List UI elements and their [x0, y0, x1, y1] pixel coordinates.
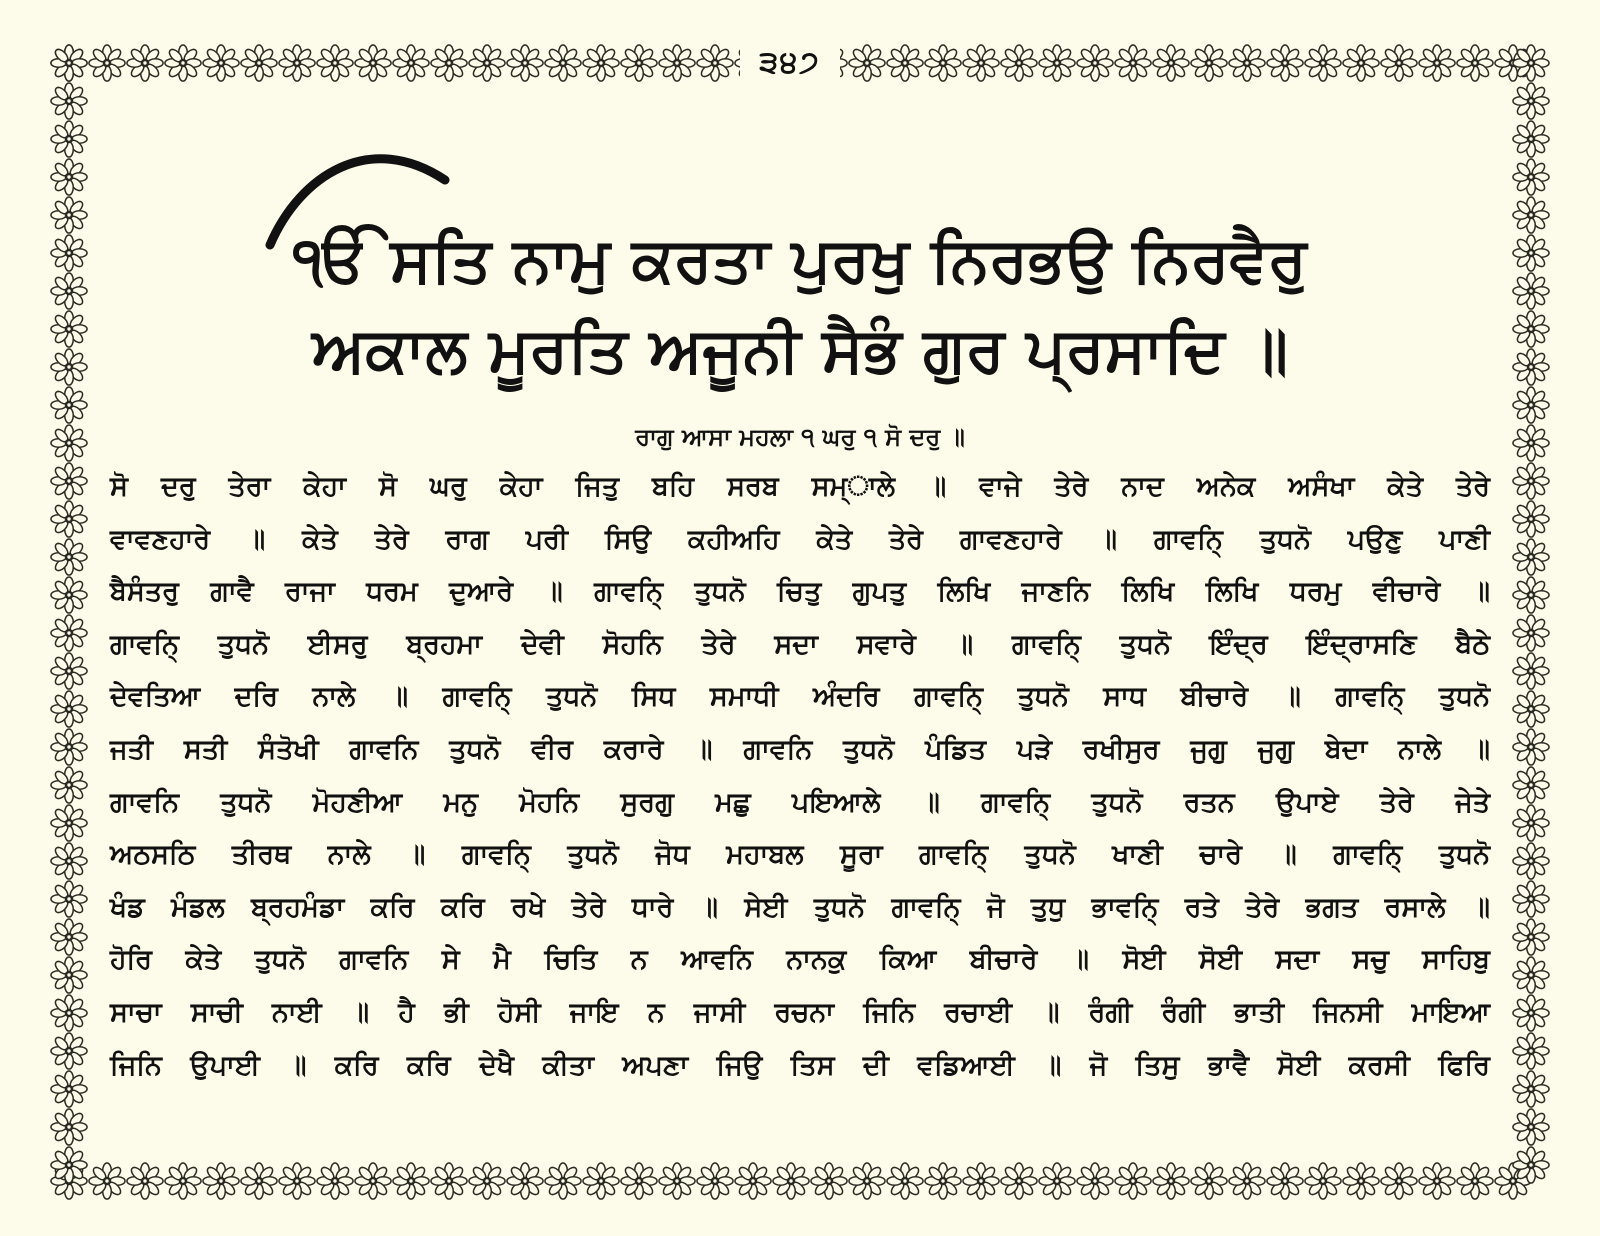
flower-ornament-icon — [1512, 614, 1550, 652]
flower-ornament-icon — [1512, 842, 1550, 880]
flower-ornament-icon — [1456, 44, 1494, 82]
flower-ornament-icon — [88, 1162, 126, 1200]
flower-ornament-icon — [1114, 1162, 1152, 1200]
flower-ornament-icon — [734, 1162, 772, 1200]
flower-ornament-icon — [1380, 1162, 1418, 1200]
flower-ornament-icon — [506, 1162, 544, 1200]
flower-ornament-icon — [50, 1032, 88, 1070]
flower-ornament-icon — [50, 804, 88, 842]
mool-mantar — [150, 215, 1450, 395]
flower-ornament-icon — [50, 538, 88, 576]
flower-ornament-icon — [278, 44, 316, 82]
flower-ornament-icon — [1228, 44, 1266, 82]
flower-ornament-icon — [50, 766, 88, 804]
verse-line: ਸੋ ਦਰੁ ਤੇਰਾ ਕੇਹਾ ਸੋ ਘਰੁ ਕੇਹਾ ਜਿਤੁ ਬਹਿ ਸਰਬ ਸਮ੍ਾਲੇ ॥ ਵਾਜੇ ਤੇਰੇ ਨਾਦ ਅਨੇਕ ਅਸੰਖਾ ਕੇਤੇ ਤੇਰੇ — [110, 471, 1490, 502]
flower-ornament-icon — [924, 44, 962, 82]
flower-ornament-icon — [1512, 348, 1550, 386]
flower-ornament-icon — [50, 386, 88, 424]
flower-ornament-icon — [1512, 880, 1550, 918]
flower-ornament-icon — [202, 1162, 240, 1200]
flower-ornament-icon — [1076, 1162, 1114, 1200]
flower-ornament-icon — [1512, 272, 1550, 310]
flower-ornament-icon — [50, 158, 88, 196]
flower-ornament-icon — [50, 1146, 88, 1184]
mool-mantar-line-1: ੴ ਸਤਿ ਨਾਮੁ ਕਰਤਾ ਪੁਰਖੁ ਨਿਰਭਉ ਨਿਰਵੈਰੁ — [293, 223, 1307, 296]
flower-ornament-icon — [316, 1162, 354, 1200]
flower-ornament-icon — [1114, 44, 1152, 82]
flower-ornament-icon — [126, 44, 164, 82]
mool-mantar-line-2: ਅਕਾਲ ਮੂਰਤਿ ਅਜੂਨੀ ਸੈਭੰ ਗੁਰ ਪ੍ਰਸਾਦਿ ॥ — [312, 313, 1288, 386]
flower-ornament-icon — [316, 44, 354, 82]
verse-block — [110, 461, 1490, 1092]
flower-ornament-icon — [354, 1162, 392, 1200]
flower-ornament-icon — [468, 44, 506, 82]
flower-ornament-icon — [1512, 1070, 1550, 1108]
flower-ornament-icon — [696, 1162, 734, 1200]
flower-ornament-icon — [582, 44, 620, 82]
flower-ornament-icon — [392, 1162, 430, 1200]
flower-ornament-icon — [962, 1162, 1000, 1200]
flower-ornament-icon — [1038, 1162, 1076, 1200]
flower-ornament-icon — [1266, 44, 1304, 82]
flower-ornament-icon — [696, 44, 734, 82]
flower-ornament-icon — [1512, 120, 1550, 158]
flower-ornament-icon — [962, 44, 1000, 82]
flower-ornament-icon — [50, 956, 88, 994]
flower-ornament-icon — [278, 1162, 316, 1200]
flower-ornament-icon — [1512, 690, 1550, 728]
flower-ornament-icon — [50, 880, 88, 918]
verse-line: ਖੰਡ ਮੰਡਲ ਬ੍ਰਹਮੰਡਾ ਕਰਿ ਕਰਿ ਰਖੇ ਤੇਰੇ ਧਾਰੇ ॥ ਸੇਈ ਤੁਧਨੋ ਗਾਵਨਿ੍ ਜੋ ਤੁਧੁ ਭਾਵਨਿ੍ ਰਤੇ ਤੇਰੇ ਭਗਤ ਰਸਾਲੇ ॥ — [110, 891, 1490, 923]
flower-ornament-icon — [202, 44, 240, 82]
flower-ornament-icon — [886, 1162, 924, 1200]
flower-ornament-icon — [924, 1162, 962, 1200]
flower-ornament-icon — [1228, 1162, 1266, 1200]
verse-line: ਵਾਵਣਹਾਰੇ ॥ ਕੇਤੇ ਤੇਰੇ ਰਾਗ ਪਰੀ ਸਿਉ ਕਹੀਅਹਿ ਕੇਤੇ ਤੇਰੇ ਗਾਵਣਹਾਰੇ ॥ ਗਾਵਨਿ੍ ਤੁਧਨੋ ਪਉਣੁ ਪਾਣੀ — [110, 523, 1490, 555]
flower-ornament-icon — [1512, 1032, 1550, 1070]
flower-ornament-icon — [1512, 44, 1550, 82]
flower-ornament-icon — [50, 196, 88, 234]
flower-ornament-icon — [658, 1162, 696, 1200]
flower-ornament-icon — [50, 310, 88, 348]
flower-ornament-icon — [1512, 234, 1550, 272]
flower-ornament-icon — [50, 614, 88, 652]
flower-ornament-icon — [1512, 424, 1550, 462]
verse-line: ਜਤੀ ਸਤੀ ਸੰਤੋਖੀ ਗਾਵਨਿ ਤੁਧਨੋ ਵੀਰ ਕਰਾਰੇ ॥ ਗਾਵਨਿ ਤੁਧਨੋ ਪੰਡਿਤ ਪੜੇ ਰਖੀਸੁਰ ਜੁਗੁ ਜੁਗੁ ਬੇਦਾ ਨਾਲੇ ॥ — [110, 733, 1490, 765]
verse-line: ਸਾਚਾ ਸਾਚੀ ਨਾਈ ॥ ਹੈ ਭੀ ਹੋਸੀ ਜਾਇ ਨ ਜਾਸੀ ਰਚਨਾ ਜਿਨਿ ਰਚਾਈ ॥ ਰੰਗੀ ਰੰਗੀ ਭਾਤੀ ਜਿਨਸੀ ਮਾਇਆ — [110, 996, 1490, 1028]
flower-ornament-icon — [1000, 1162, 1038, 1200]
flower-ornament-icon — [1512, 158, 1550, 196]
flower-ornament-icon — [658, 44, 696, 82]
flower-ornament-icon — [1342, 44, 1380, 82]
flower-ornament-icon — [1418, 1162, 1456, 1200]
flower-ornament-icon — [50, 1070, 88, 1108]
flower-ornament-icon — [1152, 1162, 1190, 1200]
flower-ornament-icon — [164, 44, 202, 82]
flower-ornament-icon — [1266, 1162, 1304, 1200]
flower-ornament-icon — [1512, 386, 1550, 424]
flower-ornament-icon — [1512, 1108, 1550, 1146]
flower-ornament-icon — [1512, 538, 1550, 576]
flower-ornament-icon — [1512, 1146, 1550, 1184]
flower-ornament-icon — [1190, 44, 1228, 82]
flower-ornament-icon — [50, 652, 88, 690]
ornamental-border-bottom — [50, 1162, 1550, 1200]
flower-ornament-icon — [1512, 462, 1550, 500]
ornamental-border-left — [50, 44, 88, 1200]
flower-ornament-icon — [50, 348, 88, 386]
flower-ornament-icon — [430, 44, 468, 82]
flower-ornament-icon — [1000, 44, 1038, 82]
ornamental-border-right — [1512, 44, 1550, 1200]
flower-ornament-icon — [582, 1162, 620, 1200]
flower-ornament-icon — [886, 44, 924, 82]
verse-line: ਦੇਵਤਿਆ ਦਰਿ ਨਾਲੇ ॥ ਗਾਵਨਿ੍ ਤੁਧਨੋ ਸਿਧ ਸਮਾਧੀ ਅੰਦਰਿ ਗਾਵਨਿ੍ ਤੁਧਨੋ ਸਾਧ ਬੀਚਾਰੇ ॥ ਗਾਵਨਿ੍ ਤੁਧਨੋ — [110, 681, 1490, 713]
flower-ornament-icon — [354, 44, 392, 82]
flower-ornament-icon — [1304, 1162, 1342, 1200]
flower-ornament-icon — [1512, 82, 1550, 120]
flower-ornament-icon — [50, 44, 88, 82]
flower-ornament-icon — [1512, 652, 1550, 690]
flower-ornament-icon — [50, 462, 88, 500]
verse-line: ਗਾਵਨਿ ਤੁਧਨੋ ਮੋਹਣੀਆ ਮਨੁ ਮੋਹਨਿ ਸੁਰਗੁ ਮਛੁ ਪਇਆਲੇ ॥ ਗਾਵਨਿ੍ ਤੁਧਨੋ ਰਤਨ ਉਪਾਏ ਤੇਰੇ ਜੇਤੇ — [110, 786, 1490, 818]
flower-ornament-icon — [126, 1162, 164, 1200]
flower-ornament-icon — [240, 1162, 278, 1200]
flower-ornament-icon — [50, 918, 88, 956]
flower-ornament-icon — [50, 994, 88, 1032]
flower-ornament-icon — [50, 500, 88, 538]
flower-ornament-icon — [1512, 766, 1550, 804]
verse-line: ਗਾਵਨਿ੍ ਤੁਧਨੋ ਈਸਰੁ ਬ੍ਰਹਮਾ ਦੇਵੀ ਸੋਹਨਿ ਤੇਰੇ ਸਦਾ ਸਵਾਰੇ ॥ ਗਾਵਨਿ੍ ਤੁਧਨੋ ਇੰਦ੍ਰ ਇੰਦ੍ਰਾਸਣਿ ਬੈਠੇ — [110, 628, 1490, 660]
flower-ornament-icon — [544, 1162, 582, 1200]
flower-ornament-icon — [1512, 196, 1550, 234]
raag-heading: ਰਾਗੁ ਆਸਾ ਮਹਲਾ ੧ ਘਰੁ ੧ ਸੋ ਦਰੁ ॥ — [635, 423, 965, 451]
verse-line: ਹੋਰਿ ਕੇਤੇ ਤੁਧਨੋ ਗਾਵਨਿ ਸੇ ਮੈ ਚਿਤਿ ਨ ਆਵਨਿ ਨਾਨਕੁ ਕਿਆ ਬੀਚਾਰੇ ॥ ਸੋਈ ਸੋਈ ਸਦਾ ਸਚੁ ਸਾਹਿਬੁ — [110, 944, 1490, 976]
flower-ornament-icon — [50, 576, 88, 614]
flower-ornament-icon — [1512, 918, 1550, 956]
flower-ornament-icon — [50, 690, 88, 728]
flower-ornament-icon — [1076, 44, 1114, 82]
flower-ornament-icon — [468, 1162, 506, 1200]
flower-ornament-icon — [506, 44, 544, 82]
flower-ornament-icon — [1190, 1162, 1228, 1200]
flower-ornament-icon — [1152, 44, 1190, 82]
flower-ornament-icon — [1512, 994, 1550, 1032]
flower-ornament-icon — [50, 424, 88, 462]
flower-ornament-icon — [50, 120, 88, 158]
flower-ornament-icon — [50, 234, 88, 272]
flower-ornament-icon — [544, 44, 582, 82]
flower-ornament-icon — [848, 44, 886, 82]
flower-ornament-icon — [392, 44, 430, 82]
flower-ornament-icon — [848, 1162, 886, 1200]
flower-ornament-icon — [772, 1162, 810, 1200]
flower-ornament-icon — [50, 272, 88, 310]
flower-ornament-icon — [1304, 44, 1342, 82]
flower-ornament-icon — [1380, 44, 1418, 82]
flower-ornament-icon — [50, 1108, 88, 1146]
flower-ornament-icon — [1512, 804, 1550, 842]
flower-ornament-icon — [164, 1162, 202, 1200]
flower-ornament-icon — [50, 842, 88, 880]
page-number: ੩੪੭ — [740, 38, 840, 88]
flower-ornament-icon — [1342, 1162, 1380, 1200]
flower-ornament-icon — [1512, 956, 1550, 994]
flower-ornament-icon — [50, 728, 88, 766]
flower-ornament-icon — [88, 44, 126, 82]
flower-ornament-icon — [1512, 728, 1550, 766]
verse-line: ਜਿਨਿ ਉਪਾਈ ॥ ਕਰਿ ਕਰਿ ਦੇਖੈ ਕੀਤਾ ਅਪਣਾ ਜਿਉ ਤਿਸ ਦੀ ਵਡਿਆਈ ॥ ਜੋ ਤਿਸੁ ਭਾਵੈ ਸੋਈ ਕਰਸੀ ਫਿਰਿ — [110, 1049, 1490, 1081]
flower-ornament-icon — [810, 1162, 848, 1200]
flower-ornament-icon — [1512, 576, 1550, 614]
flower-ornament-icon — [240, 44, 278, 82]
flower-ornament-icon — [620, 1162, 658, 1200]
verse-line: ਅਠਸਠਿ ਤੀਰਥ ਨਾਲੇ ॥ ਗਾਵਨਿ੍ ਤੁਧਨੋ ਜੋਧ ਮਹਾਬਲ ਸੂਰਾ ਗਾਵਨਿ੍ ਤੁਧਨੋ ਖਾਣੀ ਚਾਰੇ ॥ ਗਾਵਨਿ੍ ਤੁਧਨੋ — [110, 839, 1490, 871]
flower-ornament-icon — [1418, 44, 1456, 82]
flower-ornament-icon — [430, 1162, 468, 1200]
flower-ornament-icon — [1456, 1162, 1494, 1200]
flower-ornament-icon — [1512, 500, 1550, 538]
flower-ornament-icon — [50, 82, 88, 120]
verse-line: ਬੈਸੰਤਰੁ ਗਾਵੈ ਰਾਜਾ ਧਰਮ ਦੁਆਰੇ ॥ ਗਾਵਨਿ੍ ਤੁਧਨੋ ਚਿਤੁ ਗੁਪਤੁ ਲਿਖਿ ਜਾਣਨਿ ਲਿਖਿ ਲਿਖਿ ਧਰਮੁ ਵੀਚਾਰੇ ॥ — [110, 576, 1490, 608]
flower-ornament-icon — [620, 44, 658, 82]
flower-ornament-icon — [1512, 310, 1550, 348]
flower-ornament-icon — [1038, 44, 1076, 82]
